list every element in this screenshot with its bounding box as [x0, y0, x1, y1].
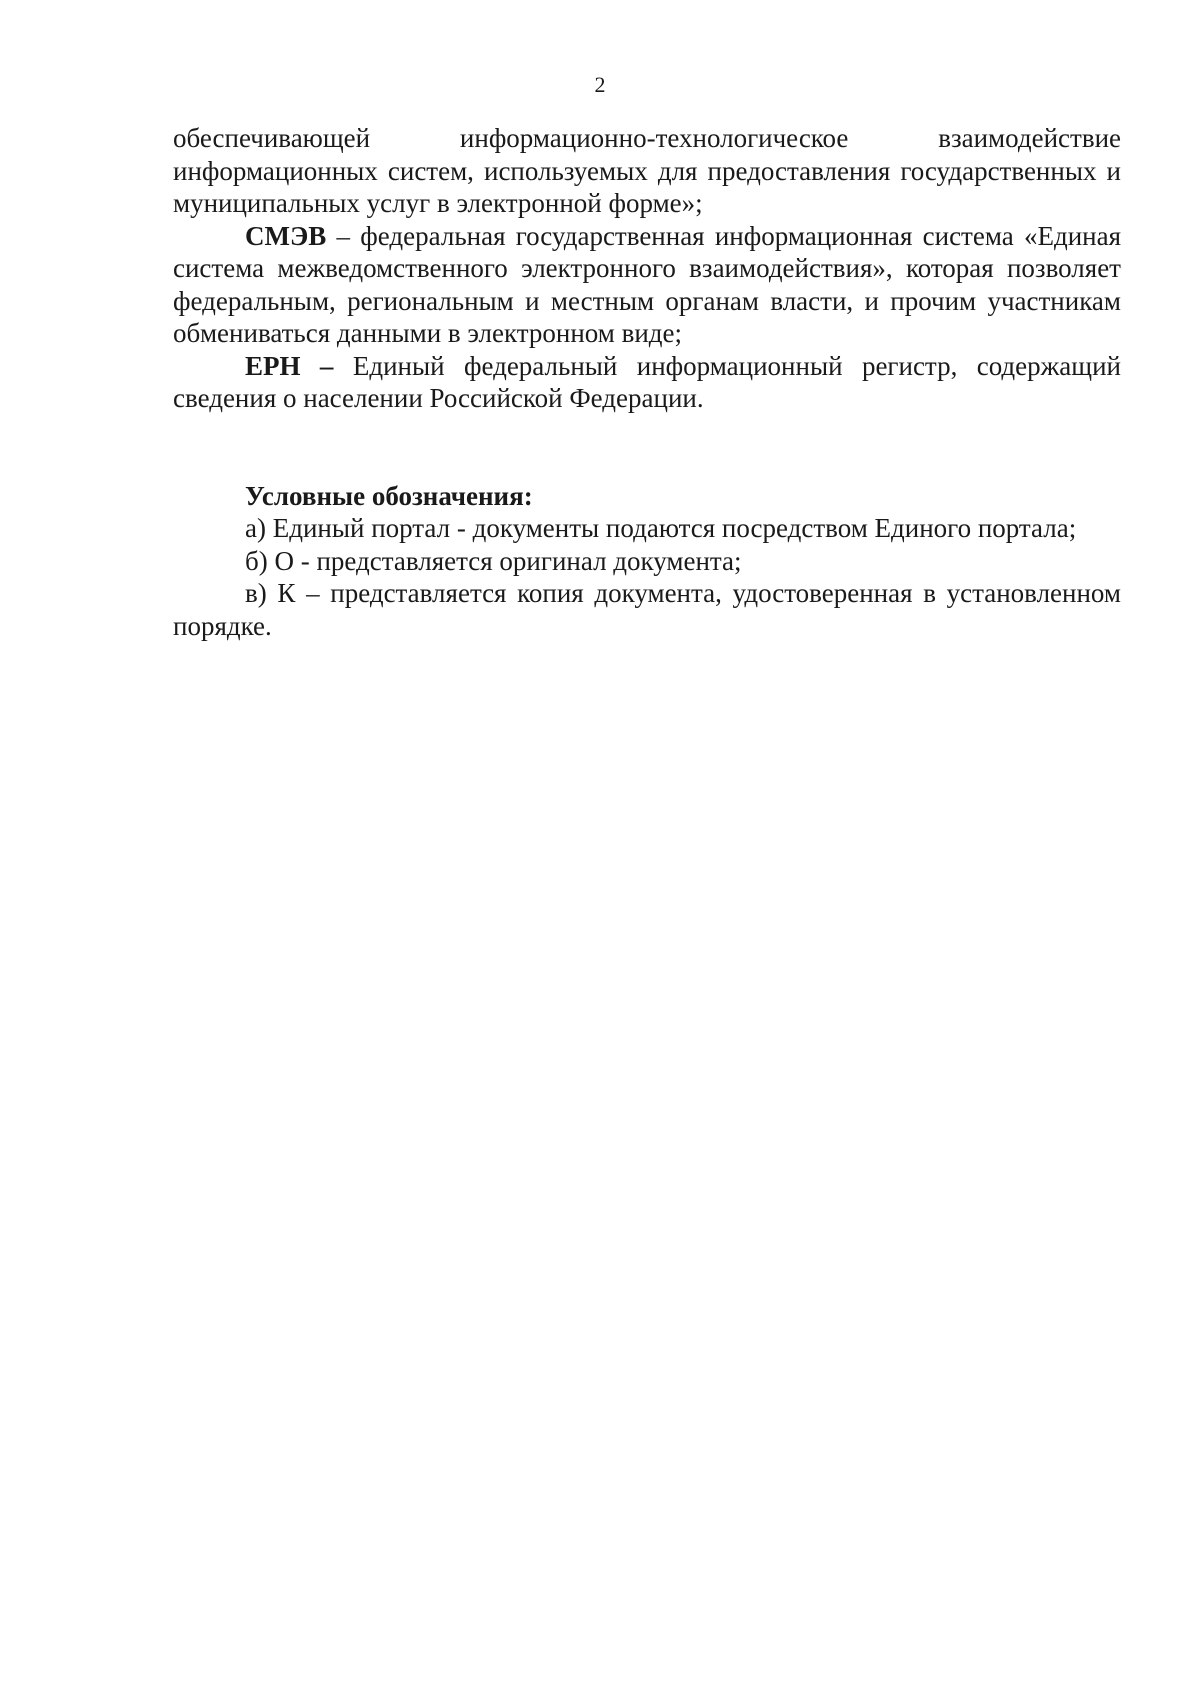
term-smev: СМЭВ: [245, 220, 327, 251]
legend-heading: Условные обозначения:: [245, 480, 533, 511]
page-number: 2: [594, 72, 606, 97]
definition-ern-text: Единый федеральный информационный регистр, содержащий сведения о населении Российской Федерации.: [173, 350, 1121, 413]
definition-smev: [173, 220, 1121, 350]
legend-item-a: а) Единый портал - документы подаются посредством Единого портала;: [245, 513, 1077, 543]
definition-ern: [173, 350, 1121, 415]
definition-smev-text: федеральная государственная информационная система «Единая система межведомственного электронного взаимодействия», которая позволяет федеральным, региональным и местным органам власти, и прочим участникам обмениваться данными в электронном виде;: [173, 220, 1121, 348]
legend-item-b: б) О - представляется оригинал документа;: [245, 545, 742, 576]
term-ern: ЕРН –: [245, 350, 334, 381]
document-body: [173, 122, 1121, 642]
definition-continuation: обеспечивающей информационно-технологическое взаимодействие информационных систем, используемых для предоставления государственных и муниципальных услуг в электронной форме»;: [173, 123, 1121, 218]
section-spacer: [173, 415, 1121, 480]
legend-item-c: в) К – представляется копия документа, удостоверенная в установленном порядке.: [173, 578, 1121, 641]
term-smev-dash: –: [326, 220, 361, 251]
